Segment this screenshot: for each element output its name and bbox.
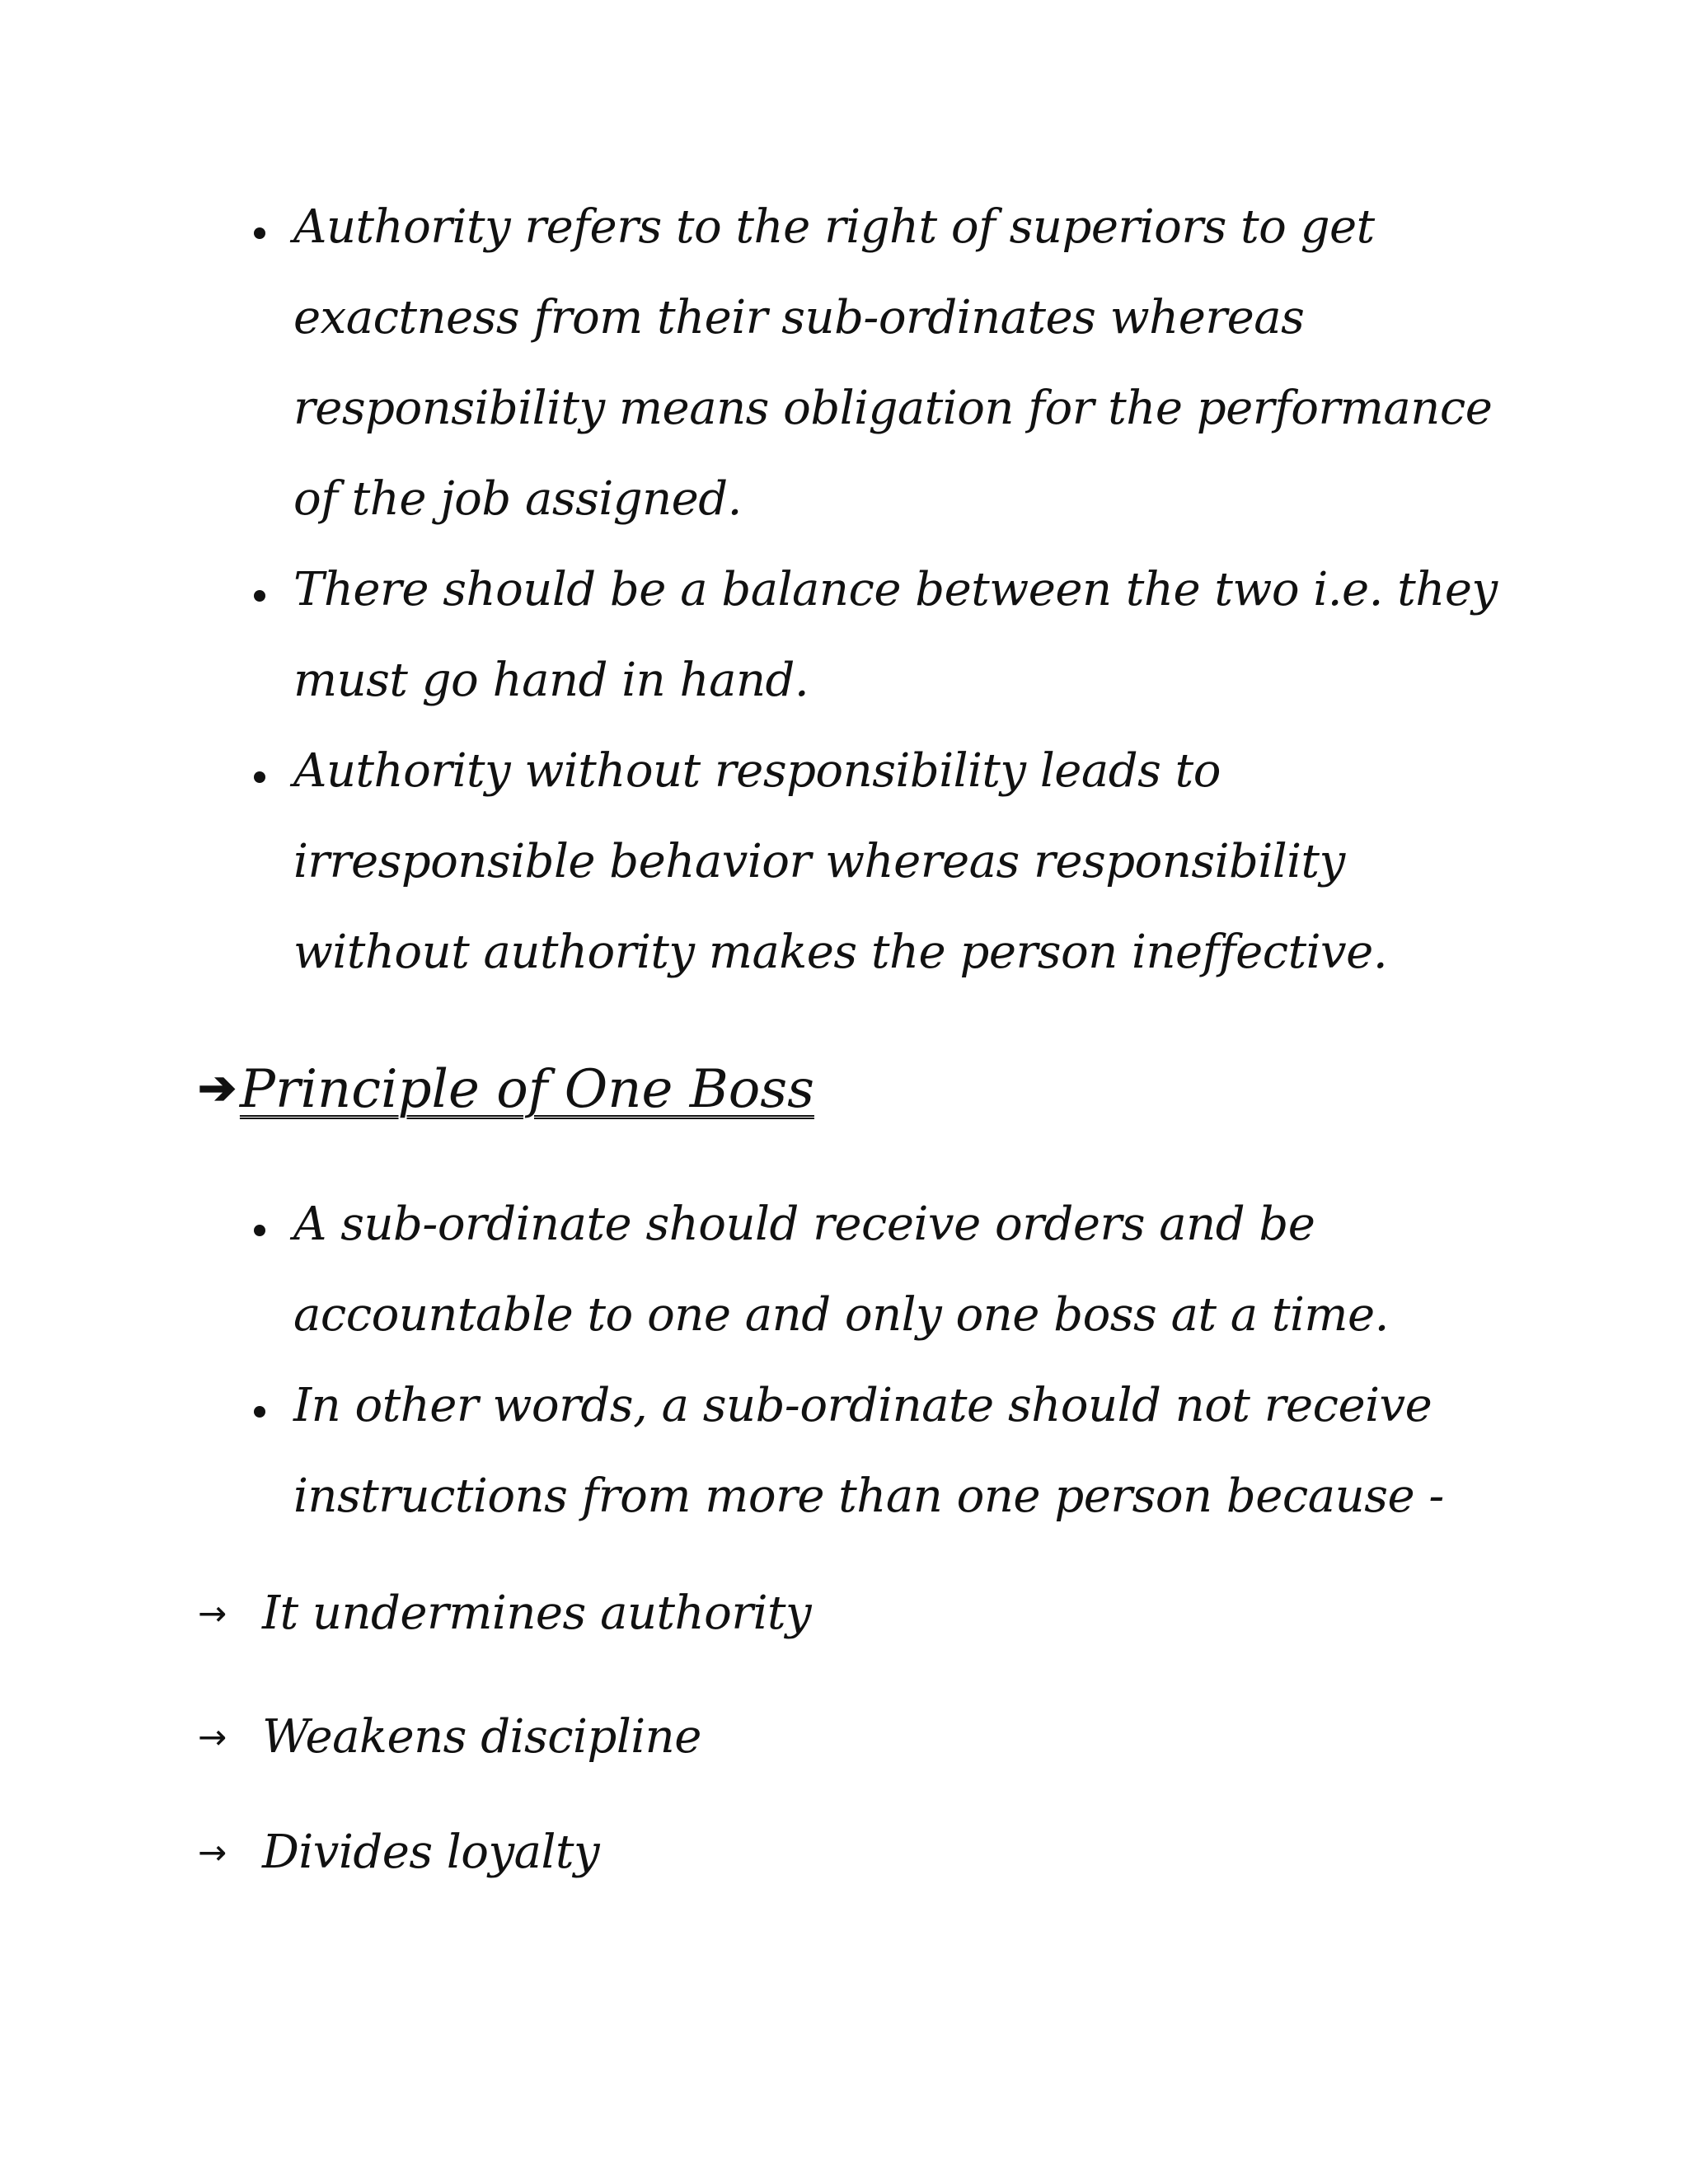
bullet-line: instructions from more than one person because -	[293, 1469, 1444, 1523]
heading-text: Principle of One Boss	[239, 1059, 814, 1120]
bullet-line: In other words, a sub-ordinate should not receive	[293, 1379, 1432, 1432]
bullet-icon	[254, 590, 265, 602]
arrow-item	[198, 1586, 812, 1640]
right-arrow-icon: ➔	[198, 1061, 237, 1115]
arrow-item	[198, 1710, 701, 1764]
bullet-line: exactness from their sub-ordinates whereas	[293, 291, 1305, 344]
bullet-line: A sub-ordinate should receive orders and be	[293, 1197, 1315, 1251]
right-arrow-icon: →	[198, 1832, 227, 1872]
bullet-icon	[254, 1406, 265, 1418]
bullet-line: without authority makes the person ineffective.	[293, 926, 1388, 979]
arrow-item	[198, 1825, 600, 1879]
arrow-item-text: Divides loyalty	[262, 1825, 600, 1879]
bullet-line: accountable to one and only one boss at a time.	[293, 1288, 1389, 1342]
bullet-line: responsibility means obligation for the performance	[293, 382, 1493, 435]
section-heading	[198, 1059, 814, 1120]
right-arrow-icon: →	[198, 1593, 227, 1633]
bullet-line: must go hand in hand.	[293, 654, 809, 707]
bullet-icon	[254, 1225, 265, 1236]
arrow-item-text: Weakens discipline	[262, 1710, 701, 1764]
bullet-line: of the job assigned.	[293, 472, 742, 526]
bullet-line: Authority without responsibility leads to	[293, 744, 1221, 798]
bullet-line: There should be a balance between the two i.e. they	[293, 563, 1498, 616]
bullet-icon	[254, 227, 265, 239]
bullet-icon	[254, 771, 265, 783]
arrow-item-text: It undermines authority	[262, 1586, 812, 1640]
bullet-line: Authority refers to the right of superiors to get	[293, 200, 1375, 254]
right-arrow-icon: →	[198, 1717, 227, 1757]
bullet-line: irresponsible behavior whereas responsibility	[293, 835, 1345, 888]
